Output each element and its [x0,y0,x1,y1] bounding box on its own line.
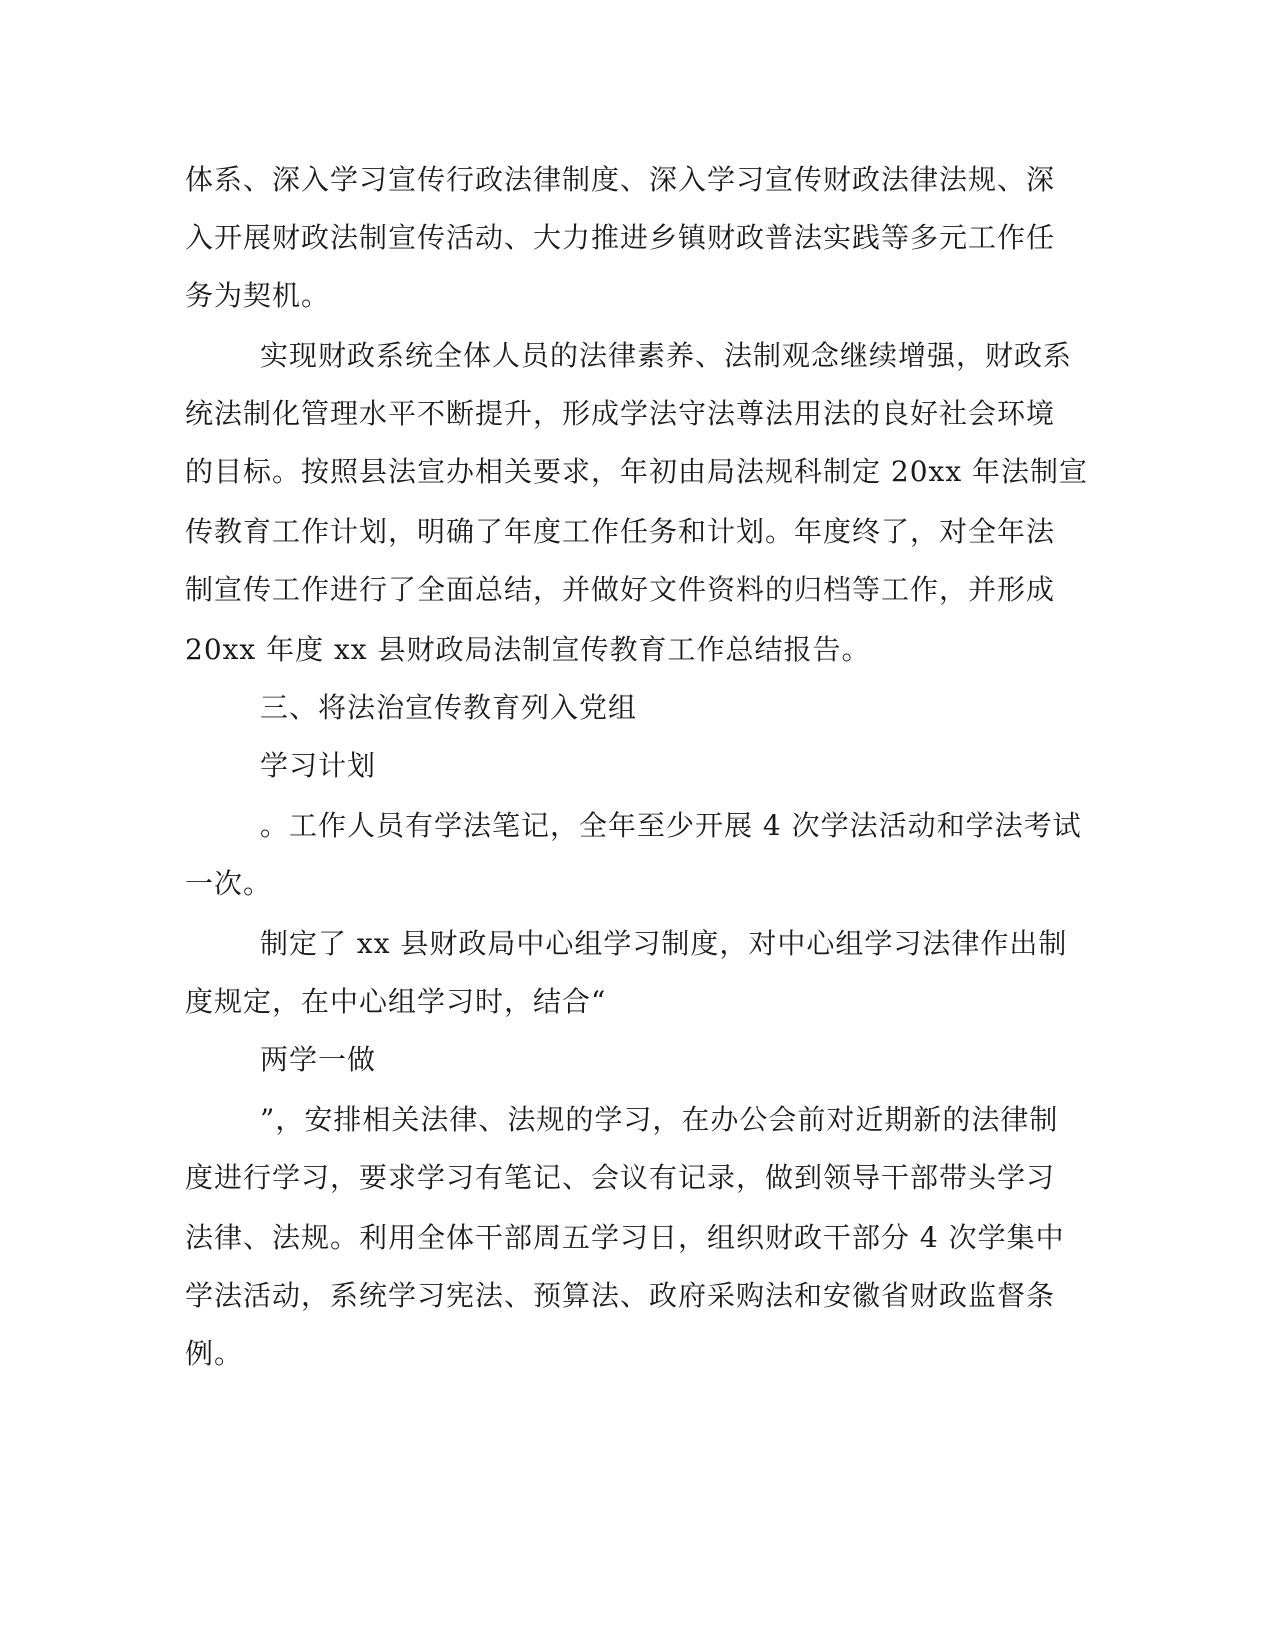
text-line: 实现财政系统全体人员的法律素养、法制观念继续增强，财政系 [260,339,1073,372]
text-line: 两学一做 [260,1043,377,1076]
text-line: 一次。 [185,867,273,900]
text-line: 法律、法规。利用全体干部周五学习日，组织财政干部分 4 次学集中 [185,1221,1065,1254]
section-heading: 三、将法治宣传教育列入党组 [260,691,638,724]
text-line: 学法活动，系统学习宪法、预算法、政府采购法和安徽省财政监督条 [185,1279,1056,1312]
text-line: 例。 [185,1337,244,1370]
text-line: 传教育工作计划，明确了年度工作任务和计划。年度终了，对全年法 [185,515,1056,548]
text-line: 制定了 xx 县财政局中心组学习制度，对中心组学习法律作出制 [260,927,1068,960]
text-line: 务为契机。 [185,279,331,312]
text-line: 度进行学习，要求学习有笔记、会议有记录，做到领导干部带头学习 [185,1161,1056,1194]
text-line: 的目标。按照县法宣办相关要求，年初由局法规科制定 20xx 年法制宣 [185,455,1089,488]
text-line: 。工作人员有学法笔记，全年至少开展 4 次学法活动和学法考试 [260,809,1082,842]
text-line: 统法制化管理水平不断提升，形成学法守法尊法用法的良好社会环境 [185,397,1056,430]
text-line: 体系、深入学习宣传行政法律制度、深入学习宣传财政法律法规、深 [185,163,1056,196]
text-line: 学习计划 [260,749,377,782]
text-line: ”，安排相关法律、法规的学习，在办公会前对近期新的法律制 [260,1103,1059,1136]
text-line: 制宣传工作进行了全面总结，并做好文件资料的归档等工作，并形成 [185,573,1056,606]
text-line: 度规定，在中心组学习时，结合“ [185,985,607,1018]
text-line: 20xx 年度 xx 县财政局法制宣传教育工作总结报告。 [185,633,871,666]
text-line: 入开展财政法制宣传活动、大力推进乡镇财政普法实践等多元工作任 [185,221,1056,254]
